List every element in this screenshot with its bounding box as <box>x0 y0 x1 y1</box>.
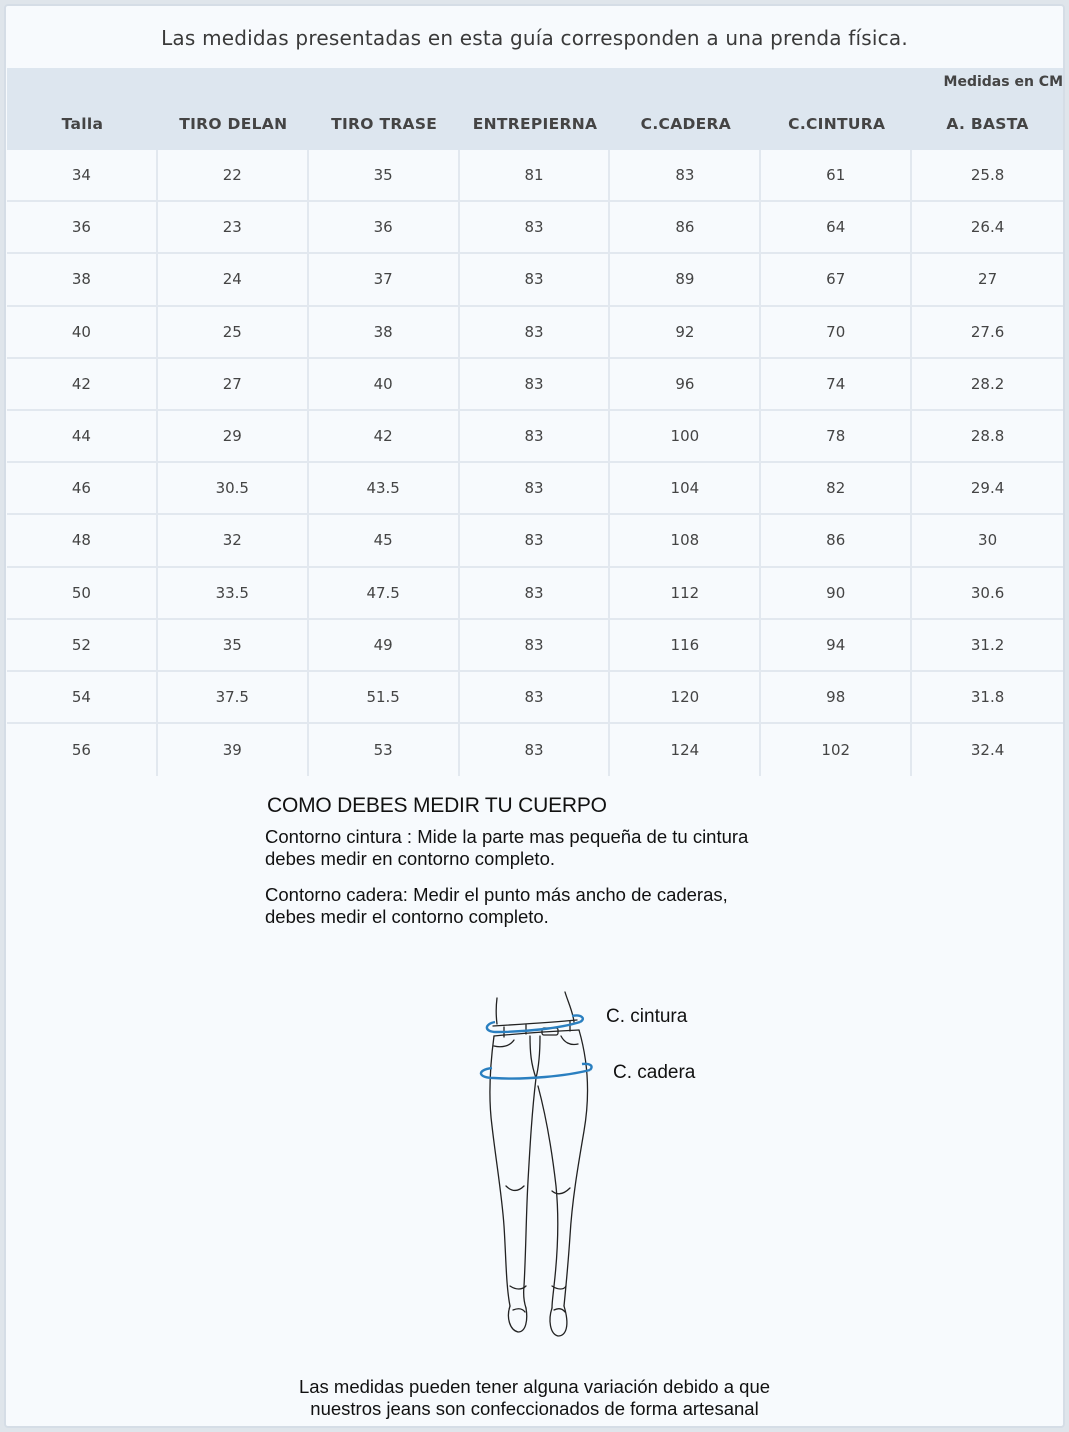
table-cell: 78 <box>761 411 912 461</box>
table-cell: 124 <box>610 724 761 776</box>
header-note: Las medidas presentadas en esta guía corresponden a una prenda física. <box>161 26 908 50</box>
table-row <box>7 359 1063 411</box>
table-cell: 32.4 <box>912 724 1063 776</box>
measure-guide <box>265 794 865 928</box>
table-cell: 83 <box>460 202 611 252</box>
table-cell: 30.6 <box>912 568 1063 618</box>
table-row <box>7 672 1063 724</box>
header-row <box>7 104 1063 144</box>
table-row <box>7 463 1063 515</box>
waist-instruction-line: Contorno cintura : Mide la parte mas pequeña de tu cintura <box>265 826 749 847</box>
column-header: C.CADERA <box>640 115 732 133</box>
table-cell: 82 <box>761 463 912 513</box>
table-row <box>7 515 1063 567</box>
jeans-figure <box>466 986 726 1346</box>
table-cell: 26.4 <box>912 202 1063 252</box>
table-cell: 39 <box>158 724 309 776</box>
table-cell: 32 <box>158 515 309 565</box>
hip-instruction-line: debes medir el contorno completo. <box>265 906 549 927</box>
table-row <box>7 307 1063 359</box>
size-table <box>7 68 1063 776</box>
table-cell: 112 <box>610 568 761 618</box>
column-header: C.CINTURA <box>788 115 886 133</box>
table-cell: 25 <box>158 307 309 357</box>
table-cell: 40 <box>7 307 158 357</box>
table-cell: 28.8 <box>912 411 1063 461</box>
footer-note <box>6 1376 1063 1420</box>
table-cell: 29.4 <box>912 463 1063 513</box>
table-cell: 83 <box>460 411 611 461</box>
table-cell: 83 <box>460 620 611 670</box>
table-cell: 31.8 <box>912 672 1063 722</box>
column-header: ENTREPIERNA <box>472 115 598 133</box>
table-cell: 42 <box>309 411 460 461</box>
table-row <box>7 724 1063 776</box>
table-cell: 81 <box>460 150 611 200</box>
table-cell: 94 <box>761 620 912 670</box>
table-row <box>7 202 1063 254</box>
waist-instructions <box>265 826 865 870</box>
table-cell: 34 <box>7 150 158 200</box>
table-cell: 83 <box>460 515 611 565</box>
table-cell: 22 <box>158 150 309 200</box>
table-cell: 24 <box>158 254 309 304</box>
table-cell: 83 <box>460 254 611 304</box>
table-cell: 102 <box>761 724 912 776</box>
table-row <box>7 568 1063 620</box>
table-cell: 98 <box>761 672 912 722</box>
table-header <box>7 68 1063 150</box>
table-cell: 49 <box>309 620 460 670</box>
table-cell: 83 <box>460 568 611 618</box>
table-cell: 100 <box>610 411 761 461</box>
hip-instruction-line: Contorno cadera: Medir el punto más ancho de caderas, <box>265 884 728 905</box>
table-cell: 83 <box>460 463 611 513</box>
table-cell: 42 <box>7 359 158 409</box>
footer-note-line: Las medidas pueden tener alguna variación debido a que <box>298 1376 771 1397</box>
table-cell: 38 <box>309 307 460 357</box>
table-cell: 37 <box>309 254 460 304</box>
table-cell: 52 <box>7 620 158 670</box>
table-cell: 23 <box>158 202 309 252</box>
table-cell: 31.2 <box>912 620 1063 670</box>
table-cell: 25.8 <box>912 150 1063 200</box>
column-header: A. BASTA <box>946 115 1029 133</box>
table-cell: 33.5 <box>158 568 309 618</box>
table-cell: 27 <box>158 359 309 409</box>
table-cell: 61 <box>761 150 912 200</box>
table-cell: 74 <box>761 359 912 409</box>
column-header: TIRO DELAN <box>179 115 288 133</box>
table-cell: 96 <box>610 359 761 409</box>
table-cell: 27.6 <box>912 307 1063 357</box>
waist-label: C. cintura <box>606 1006 688 1027</box>
table-cell: 67 <box>761 254 912 304</box>
table-cell: 108 <box>610 515 761 565</box>
table-cell: 104 <box>610 463 761 513</box>
table-cell: 35 <box>309 150 460 200</box>
table-cell: 36 <box>7 202 158 252</box>
table-cell: 37.5 <box>158 672 309 722</box>
table-row <box>7 150 1063 202</box>
table-cell: 40 <box>309 359 460 409</box>
table-cell: 28.2 <box>912 359 1063 409</box>
guide-title: COMO DEBES MEDIR TU CUERPO <box>267 794 607 817</box>
table-cell: 53 <box>309 724 460 776</box>
table-cell: 70 <box>761 307 912 357</box>
table-cell: 27 <box>912 254 1063 304</box>
table-cell: 86 <box>610 202 761 252</box>
size-guide-panel <box>4 4 1065 1428</box>
table-cell: 47.5 <box>309 568 460 618</box>
table-cell: 90 <box>761 568 912 618</box>
column-header: Talla <box>61 115 104 133</box>
table-cell: 50 <box>7 568 158 618</box>
table-cell: 43.5 <box>309 463 460 513</box>
table-cell: 46 <box>7 463 158 513</box>
table-cell: 29 <box>158 411 309 461</box>
table-cell: 51.5 <box>309 672 460 722</box>
unit-note: Medidas en CM <box>943 74 1063 90</box>
hip-label: C. cadera <box>613 1062 696 1083</box>
table-cell: 89 <box>610 254 761 304</box>
table-body <box>7 150 1063 776</box>
table-cell: 83 <box>460 359 611 409</box>
table-cell: 48 <box>7 515 158 565</box>
waist-instruction-line: debes medir en contorno completo. <box>265 848 556 869</box>
table-cell: 36 <box>309 202 460 252</box>
table-row <box>7 254 1063 306</box>
table-cell: 45 <box>309 515 460 565</box>
table-cell: 56 <box>7 724 158 776</box>
table-row <box>7 620 1063 672</box>
table-cell: 35 <box>158 620 309 670</box>
column-header: TIRO TRASE <box>331 115 438 133</box>
footer-note-line: nuestros jeans son confeccionados de forma artesanal <box>310 1398 759 1419</box>
table-cell: 38 <box>7 254 158 304</box>
hip-instructions <box>265 884 865 928</box>
table-cell: 54 <box>7 672 158 722</box>
table-cell: 83 <box>460 724 611 776</box>
table-cell: 64 <box>761 202 912 252</box>
table-cell: 116 <box>610 620 761 670</box>
table-cell: 92 <box>610 307 761 357</box>
table-cell: 120 <box>610 672 761 722</box>
table-cell: 83 <box>460 307 611 357</box>
table-cell: 30.5 <box>158 463 309 513</box>
table-cell: 83 <box>460 672 611 722</box>
jeans-outline-icon <box>466 986 616 1346</box>
table-cell: 30 <box>912 515 1063 565</box>
table-row <box>7 411 1063 463</box>
table-cell: 83 <box>610 150 761 200</box>
table-cell: 44 <box>7 411 158 461</box>
table-cell: 86 <box>761 515 912 565</box>
